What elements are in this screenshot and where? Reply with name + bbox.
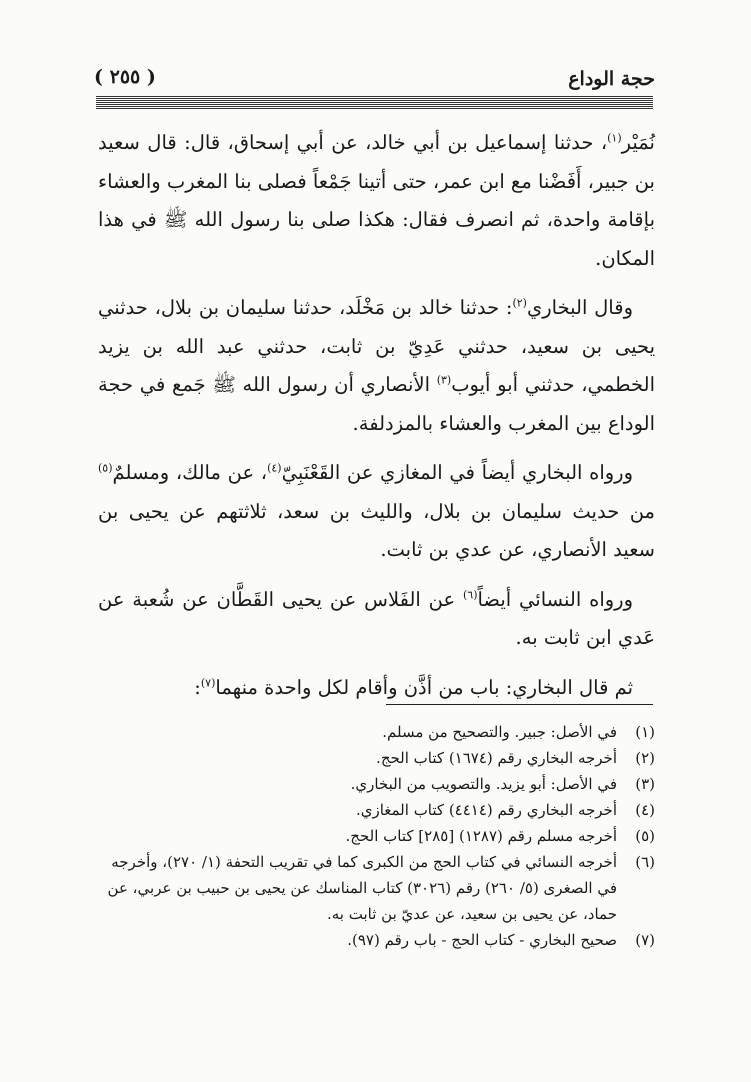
paragraph [98, 669, 655, 708]
footnote-separator [386, 704, 653, 705]
footnote [98, 927, 655, 953]
text-run: الأنصاري أن رسول الله ﷺ جَمع في حجة الوداع بين المغرب والعشاء بالمزدلفة. [98, 373, 655, 435]
footnote [98, 745, 655, 771]
footnote [98, 771, 655, 797]
text-run: ورواه البخاري أيضاً في المغازي عن القَعْنَبِيّ [281, 461, 634, 484]
footnote-text: في الأصل: أبو يزيد. والتصويب من البخاري. [350, 775, 617, 793]
text-run: : [194, 675, 201, 699]
text-run: ورواه النسائي أيضاً [477, 587, 633, 611]
paragraph [98, 454, 655, 570]
footnote-ref: (٧) [200, 676, 216, 689]
text-run: ثم قال البخاري: باب من أذَّن وأقام لكل واحدة منهما [215, 675, 633, 699]
footnote [98, 719, 655, 745]
footnote-text: أخرجه البخاري رقم (٤٤١٤) كتاب المغازي. [355, 801, 617, 819]
page-number: ( ٢٥٥ ) [94, 66, 156, 88]
running-title: حجة الوداع [568, 68, 655, 90]
footnote-number: (١) [635, 723, 655, 741]
footnote-number: (٥) [635, 827, 655, 845]
footnote-text: في الأصل: جبير. والتصحيح من مسلم. [382, 723, 617, 741]
footnote [98, 797, 655, 823]
footnote-text: أخرجه البخاري رقم (١٦٧٤) كتاب الحج. [376, 749, 617, 767]
paragraph [98, 289, 655, 443]
footnote [98, 849, 655, 927]
footnote-text: صحيح البخاري - كتاب الحج - باب رقم (٩٧). [347, 931, 617, 949]
footnote-ref: (٢) [512, 296, 527, 310]
footnote-number: (٣) [635, 775, 655, 793]
footnotes [98, 719, 655, 953]
main-text [98, 124, 655, 718]
footnote-number: (٢) [635, 749, 655, 767]
footnote [98, 823, 655, 849]
header-rule [96, 96, 653, 110]
paragraph [98, 124, 655, 278]
paragraph [98, 581, 655, 658]
text-run: : حدثنا خالد بن مَخْلَد، حدثنا سليمان بن بلال، حدثني يحيى بن سعيد، حدثني عَدِيّ بن ثابت، حدثني عبد الله بن يزيد الخطمي، حدثني أبو أيوب [98, 296, 655, 396]
footnote-ref: (٤) [267, 461, 282, 475]
footnote-ref: (٣) [436, 373, 452, 387]
text-run: ، حدثنا إسماعيل بن أبي خالد، عن أبي إسحاق، قال: قال سعيد بن جبير، أَفَضْنا مع ابن عمر، حتى أتينا جَمْعاً فصلى بنا المغرب والعشاء بإقامة واحدة، ثم انصرف فقال: هكذا صلى بنا رسول الله ﷺ في هذا المكان. [98, 131, 655, 270]
text-run: من حديث سليمان بن بلال، والليث بن سعد، ثلاثتهم عن يحيى بن سعيد الأنصاري، عن عدي بن ثابت. [98, 499, 655, 561]
footnote-number: (٤) [635, 801, 655, 819]
footnote-ref: (٦) [462, 588, 478, 601]
text-run: عن الفَلاس عن يحيى القَطَّان عن شُعبة عن عَدي ابن ثابت به. [98, 587, 655, 649]
text-run: نُمَيْر [621, 131, 655, 154]
footnote-ref: (٥) [98, 461, 113, 475]
footnote-text: أخرجه مسلم رقم (١٢٨٧) [٢٨٥] كتاب الحج. [345, 827, 617, 845]
footnote-number: (٧) [635, 931, 655, 949]
footnote-ref: (١) [607, 131, 622, 145]
footnote-text: أخرجه النسائي في كتاب الحج من الكبرى كما في تقريب التحفة (١/ ٢٧٠)، وأخرجه في الصغرى (٥/ ٢٦٠) رقم (٣٠٢٦) كتاب المناسك عن يحيى بن حبيب بن عربي، عن حماد، عن يحيى بن سعيد، عن عديّ بن ثابت به. [107, 853, 617, 923]
footnote-number: (٦) [635, 853, 655, 871]
text-run: ، عن مالك، ومسلمٌ [112, 461, 268, 484]
text-run: وقال البخاري [526, 296, 633, 319]
